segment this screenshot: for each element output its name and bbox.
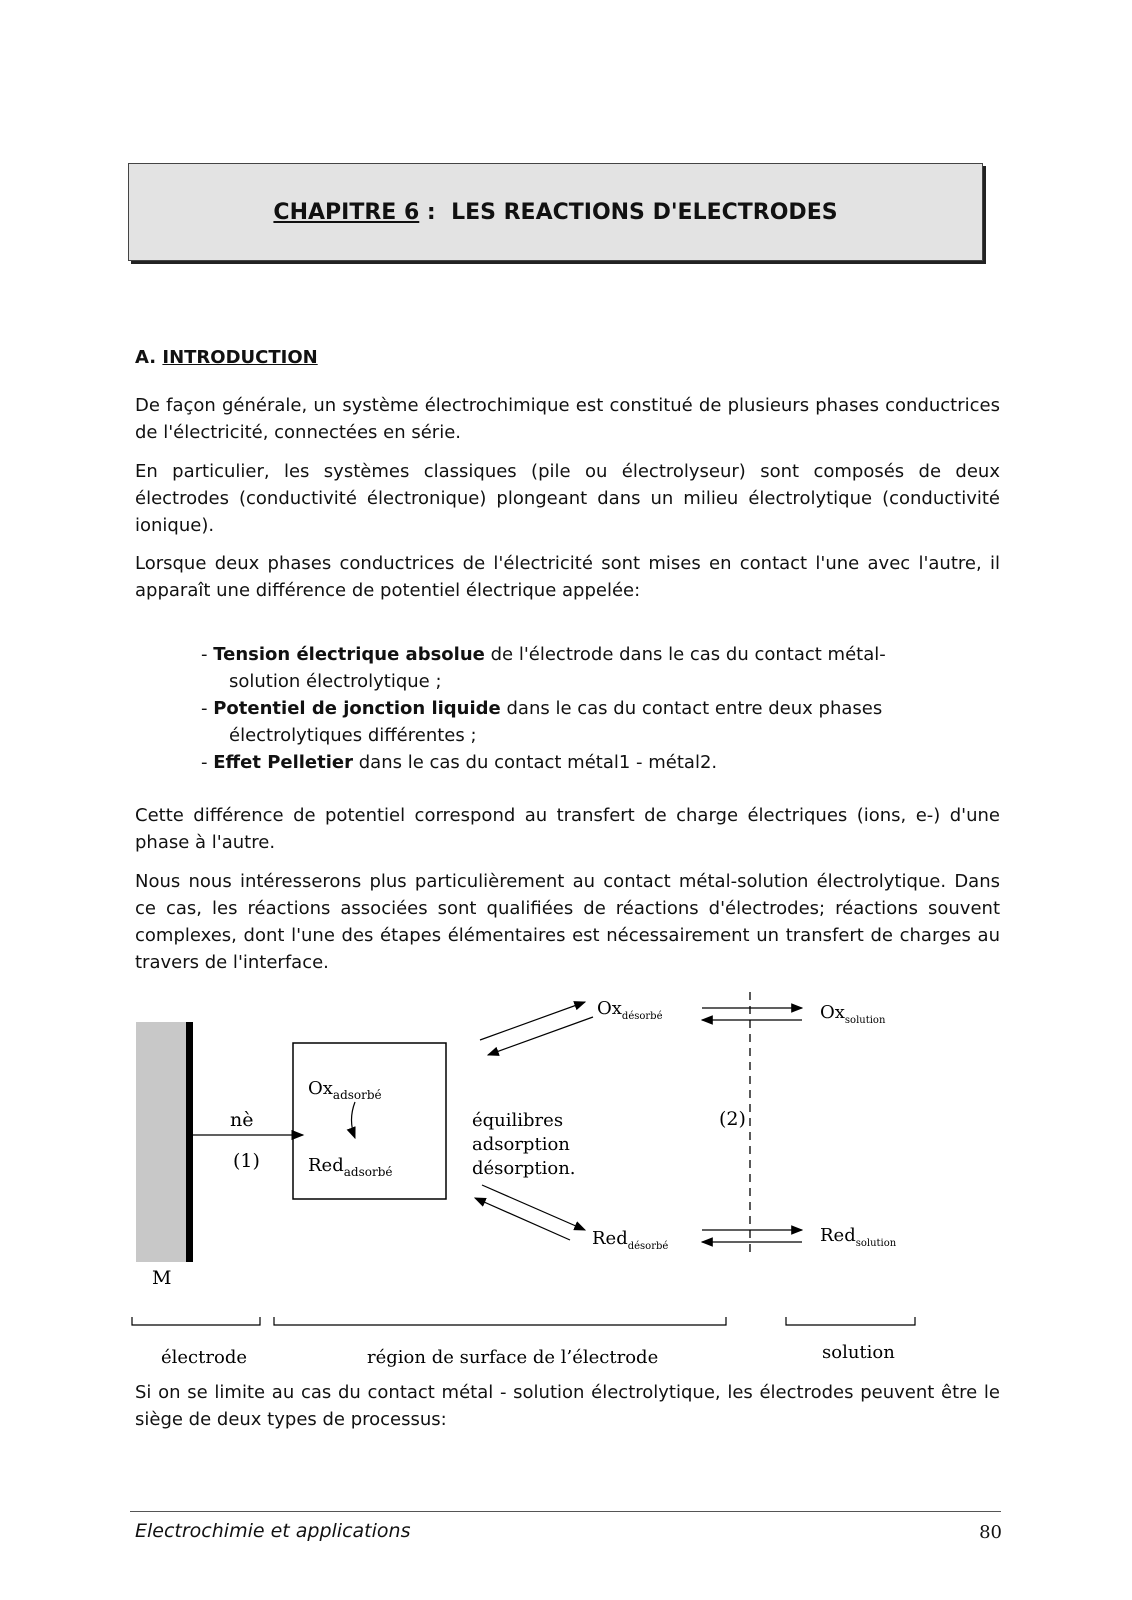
bullet-bold: Potentiel de jonction liquide — [213, 698, 501, 719]
ne-label: nè — [230, 1109, 254, 1131]
section-prefix: A. — [135, 347, 157, 368]
red-adsorbed: Red$_{adsorbé}$ — [308, 1155, 393, 1179]
bullet-dash: - — [201, 698, 208, 719]
paragraph-6: Si on se limite au cas du contact métal - solution électrolytique, les électrodes peuvent être le siège de deux types de processus: — [135, 1382, 1000, 1430]
bullet-item-1 — [201, 641, 1000, 695]
ox-solution: $Ox_{solution}$ — [820, 1002, 886, 1026]
electrode-region-bracket — [132, 1317, 260, 1325]
bullet-continuation: électrolytiques différentes ; — [229, 725, 477, 746]
footer-divider — [130, 1511, 1001, 1512]
electrode-region-label: électrode — [161, 1347, 247, 1368]
equilibria-label-2: adsorption — [472, 1134, 570, 1155]
solution-region-label: solution — [822, 1342, 895, 1363]
metal-block — [136, 1022, 186, 1262]
equilibria-label-1: équilibres — [472, 1110, 564, 1131]
bullet-text: de l'électrode dans le cas du contact métal- — [490, 644, 886, 665]
paragraph-2: En particulier, les systèmes classiques (pile ou électrolyseur) sont composés de deux électrodes (conductivité électronique) plongeant dans un milieu électrolytique (conductivité ionique). — [135, 461, 1000, 536]
ox-desorbed: $Ox_{désorbé}$ — [597, 998, 663, 1022]
paragraph-1: De façon générale, un système électrochimique est constitué de plusieurs phases conductrices de l'électricité, connectées en série. — [135, 395, 1000, 443]
surface-region-label: région de surface de l’électrode — [367, 1347, 659, 1368]
step-2-label: (2) — [719, 1108, 746, 1130]
adsorption-arrow-up — [488, 1017, 593, 1055]
adsorption-arrow-down — [475, 1198, 570, 1240]
metal-label: M — [152, 1267, 172, 1289]
section-heading — [135, 347, 318, 368]
footer-title: Electrochimie et applications — [135, 1520, 411, 1542]
bullet-continuation: solution électrolytique ; — [229, 671, 442, 692]
surface-region-bracket — [274, 1317, 726, 1325]
chapter-header — [128, 163, 983, 261]
bullet-dash: - — [201, 644, 208, 665]
bullet-item-3 — [201, 749, 1000, 776]
reduction-arrow — [352, 1102, 356, 1138]
bullet-bold: Effet Pelletier — [213, 752, 353, 773]
paragraph-4: Cette différence de potentiel correspond au transfert de charge électriques (ions, e-) d'une phase à l'autre. — [135, 805, 1000, 853]
chapter-separator: : — [419, 199, 444, 225]
equilibria-label-3: désorption. — [472, 1158, 576, 1179]
red-solution: Red$_{solution}$ — [820, 1225, 897, 1249]
ox-adsorbed: $Ox_{adsorbé}$ — [308, 1078, 382, 1102]
bullet-text: dans le cas du contact entre deux phases — [506, 698, 883, 719]
chapter-title: LES REACTIONS D'ELECTRODES — [451, 199, 838, 225]
bullet-bold: Tension électrique absolue — [213, 644, 485, 665]
step-1-label: (1) — [233, 1150, 260, 1172]
bullet-text: dans le cas du contact métal1 - métal2. — [358, 752, 718, 773]
bullet-dash: - — [201, 752, 208, 773]
red-desorbed: Red$_{désorbé}$ — [592, 1228, 669, 1252]
paragraph-3: Lorsque deux phases conductrices de l'électricité sont mises en contact l'une avec l'autre, il apparaît une différence de potentiel électrique appelée: — [135, 553, 1000, 601]
page-number: 80 — [979, 1522, 1002, 1543]
metal-surface — [186, 1022, 193, 1262]
bullet-item-2 — [201, 695, 1000, 749]
desorption-arrow-up — [480, 1002, 585, 1040]
electrode-reaction-diagram — [130, 990, 930, 1390]
section-title: INTRODUCTION — [162, 347, 318, 368]
solution-region-bracket — [786, 1317, 915, 1325]
paragraph-5: Nous nous intéresserons plus particulièrement au contact métal-solution électrolytique. Dans ce cas, les réactions associées sont qualifiées de réactions d'électrodes; réactions souvent complexes, dont l'une des étapes élémentaires est nécessairement un transfert de charges au travers de l'interface. — [135, 871, 1000, 973]
chapter-label: CHAPITRE 6 — [273, 199, 420, 225]
